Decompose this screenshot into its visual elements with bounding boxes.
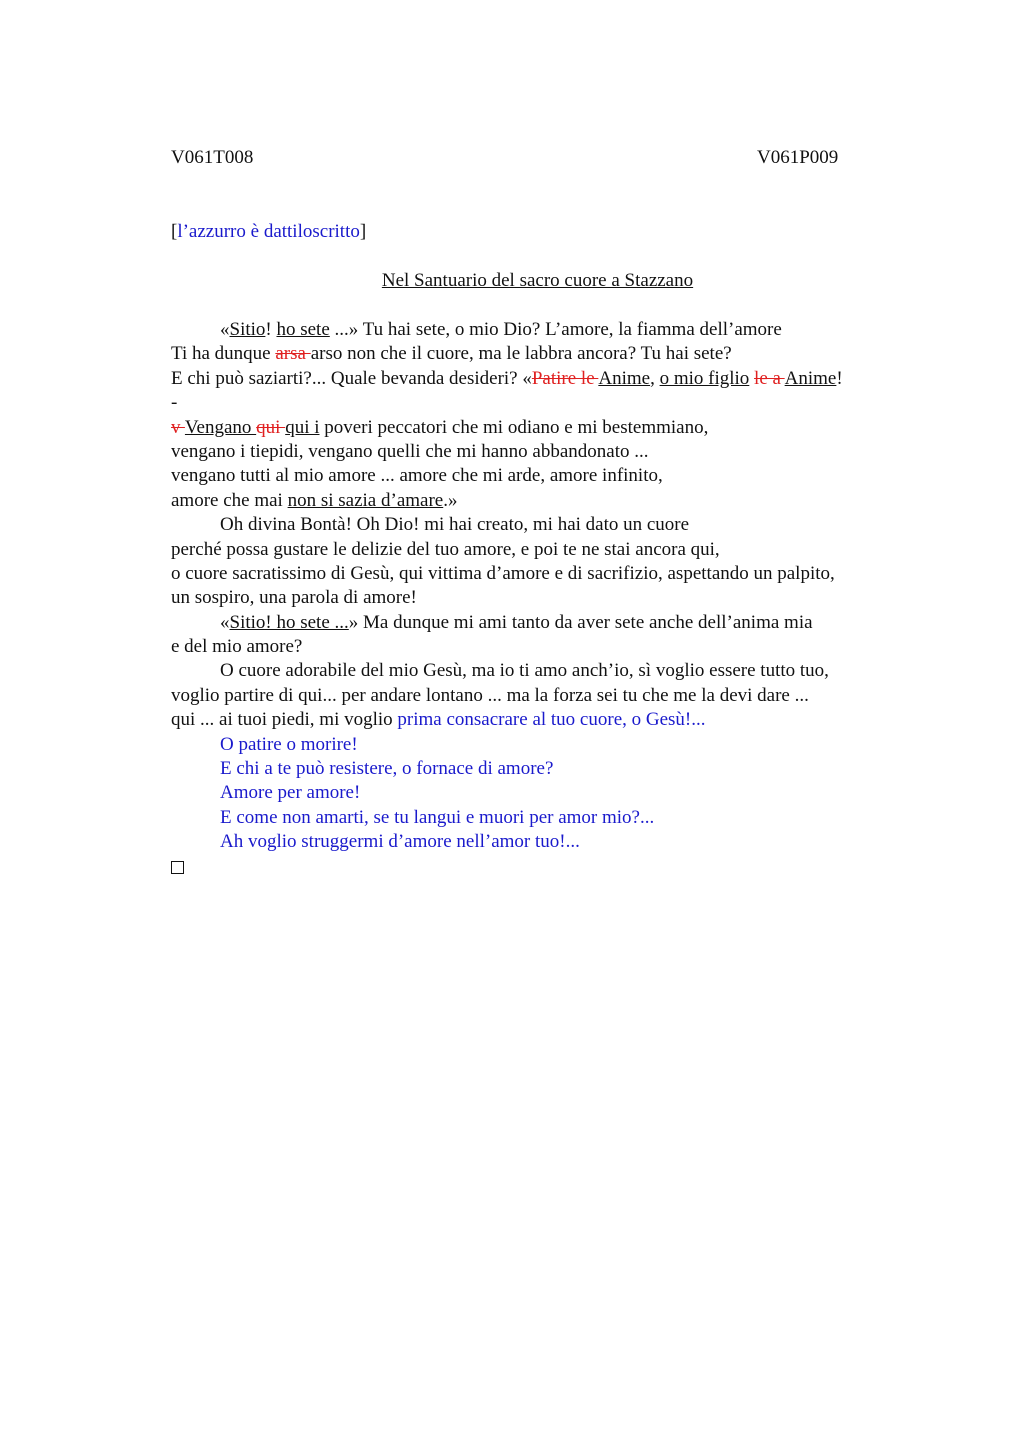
text-line: «Sitio! ho sete ...» Tu hai sete, o mio Dio? L’amore, la fiamma dell’amore [220,319,782,340]
text-line: - [171,392,178,414]
deleted-text: v [171,416,185,438]
text-line: voglio partire di qui... per andare lontano ... ma la forza sei tu che me la devi dare ... [171,684,809,706]
note-bracket-close: ] [359,221,367,242]
deleted-text: arsa [275,343,311,365]
typed-line: E chi a te può resistere, o fornace di amore? [220,758,554,780]
text-line: o cuore sacratissimo di Gesù, qui vittima d’amore e di sacrifizio, aspettando un palpito, [171,562,835,584]
typed-line: Ah voglio struggermi d’amore nell’amor tuo!... [220,831,580,853]
page-code-right: V061P009 [757,147,839,168]
deleted-text: qui [256,416,286,438]
editorial-note [171,221,366,243]
text-line: e del mio amore? [171,636,303,658]
text-line: E chi può saziarti?... Quale bevanda desideri? «Patire le Anime, o mio figlio le a Anime! [171,367,843,389]
text-line: qui ... ai tuoi piedi, mi voglio prima consacrare al tuo cuore, o Gesù!... [171,709,706,731]
text-line: un sospiro, una parola di amore! [171,587,417,609]
page-title: Nel Santuario del sacro cuore a Stazzano [381,270,694,291]
deleted-text: Patire le [531,367,599,389]
text-line: vengano tutti al mio amore ... amore che mi arde, amore infinito, [171,465,663,487]
typed-line: Amore per amore! [220,782,361,804]
text-line: perché possa gustare le delizie del tuo amore, e poi te ne stai ancora qui, [171,538,720,560]
note-text: l’azzurro è dattiloscritto [177,221,360,242]
text-line: Oh divina Bontà! Oh Dio! mi hai creato, mi hai dato un cuore [220,514,690,536]
typed-line: E come non amarti, se tu langui e muori per amor mio?... [220,806,655,828]
note-bracket-open: [ [171,221,178,242]
document-body [171,318,931,879]
text-line: amore che mai non si sazia d’amare.» [171,489,458,511]
end-marker [171,855,931,879]
text-line: «Sitio! ho sete ...» Ma dunque mi ami tanto da aver sete anche dell’anima mia [220,611,813,633]
text-line: Ti ha dunque arsa arso non che il cuore, ma le labbra ancora? Tu hai sete? [171,343,732,365]
text-line: v Vengano qui qui i poveri peccatori che mi odiano e mi bestemmiano, [171,416,709,438]
text-line: vengano i tiepidi, vengano quelli che mi hanno abbandonato ... [171,440,649,462]
square-icon [171,861,184,874]
document-code-left: V061T008 [171,147,254,168]
text-line: O cuore adorabile del mio Gesù, ma io ti amo anch’io, sì voglio essere tutto tuo, [220,660,829,682]
deleted-text: le a [754,367,785,389]
typed-line: O patire o morire! [220,733,358,755]
